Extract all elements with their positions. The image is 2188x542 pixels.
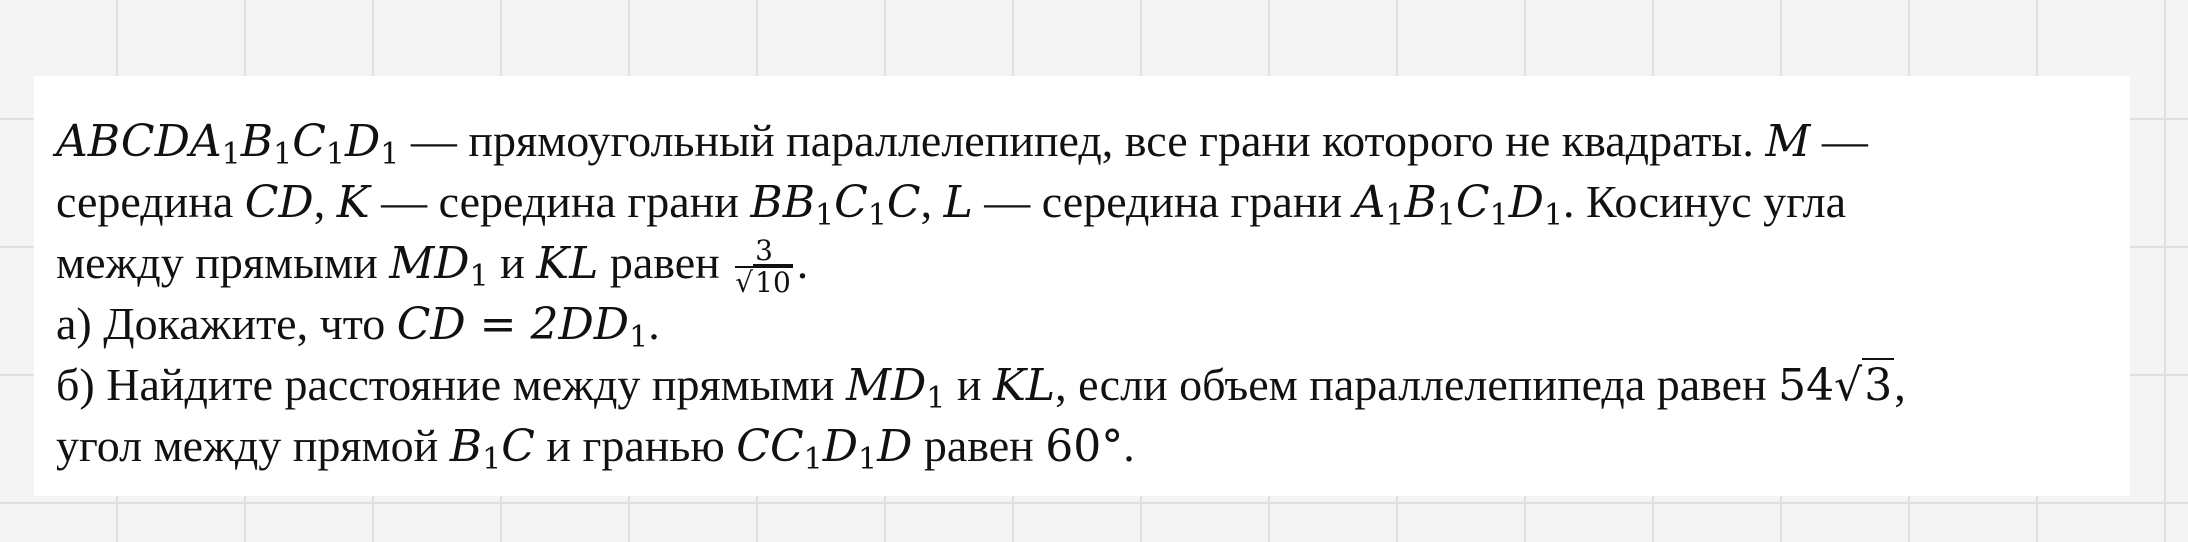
problem-card [34,76,2130,496]
text-fragment: и [945,359,993,410]
text-fragment: , [1894,359,1906,410]
sqrt-icon: √ [1834,360,1863,411]
text-fragment: — середина грани [369,176,751,227]
text-fragment: , если объем параллелепипеда равен [1055,359,1779,410]
angle-value: 60° [1045,421,1124,472]
text-fragment: между прямыми [56,237,390,288]
parallelepiped-name: $ABCDA_1B_1C_1D_1$ [56,116,400,172]
line-md1: $MD_1$ [845,360,946,416]
text-fragment: — середина грани [972,176,1354,227]
sqrt-icon: √ [735,266,754,299]
text-fragment: угол между прямой [56,420,450,471]
text-fragment: середина [56,176,245,227]
face-a1b1c1d1: $A_1B_1C_1D_1$ [1353,177,1564,233]
expression-2dd1: $2DD_1$ [530,299,649,355]
line-md1: $MD_1$ [389,238,489,294]
line-kl: KL [993,360,1056,411]
face-bb1c1c: $BB_1C_1C$ [750,177,921,233]
segment-cd: CD [244,177,314,228]
problem-line-1 [56,110,2126,171]
text-fragment: , [313,176,337,227]
line-b1c: $B_1C$ [449,421,535,477]
text-fragment: — [399,115,469,166]
equals-sign: = [465,299,531,350]
point-l: L [943,177,973,228]
text-fragment: равен [598,237,732,288]
line-kl: KL [536,238,599,289]
text-fragment: равен [912,420,1046,471]
problem-line-6 [56,415,2126,476]
text-fragment: . [648,298,660,349]
part-b-label: б) Найдите расстояние между прямыми [56,359,846,410]
text-fragment: . [796,237,809,288]
text-fragment: . Косинус угла [1563,176,1847,227]
point-k: K [336,177,370,228]
text-fragment: — [1810,115,1868,166]
volume-value: 54√3 [1778,360,1893,411]
text-fragment: прямоугольный параллелепипед, все грани которого не квадраты. [468,115,1766,166]
problem-line-2 [56,171,2126,232]
problem-line-5 [56,354,2126,415]
problem-text [56,110,2126,476]
fraction-denominator: √10 [735,266,791,299]
problem-line-4 [56,293,2126,354]
part-a-label: а) Докажите, что [56,298,397,349]
text-fragment: и [488,237,537,288]
text-fragment: и гранью [534,420,737,471]
point-m: M [1765,116,1811,167]
segment-cd: CD [396,299,466,350]
problem-line-3 [56,232,2126,299]
fraction-numerator: 3 [735,236,792,268]
face-cc1d1d: $CC_1D_1D$ [736,421,913,477]
cosine-fraction [735,236,792,298]
text-fragment: , [920,176,944,227]
text-fragment: . [1123,420,1135,471]
